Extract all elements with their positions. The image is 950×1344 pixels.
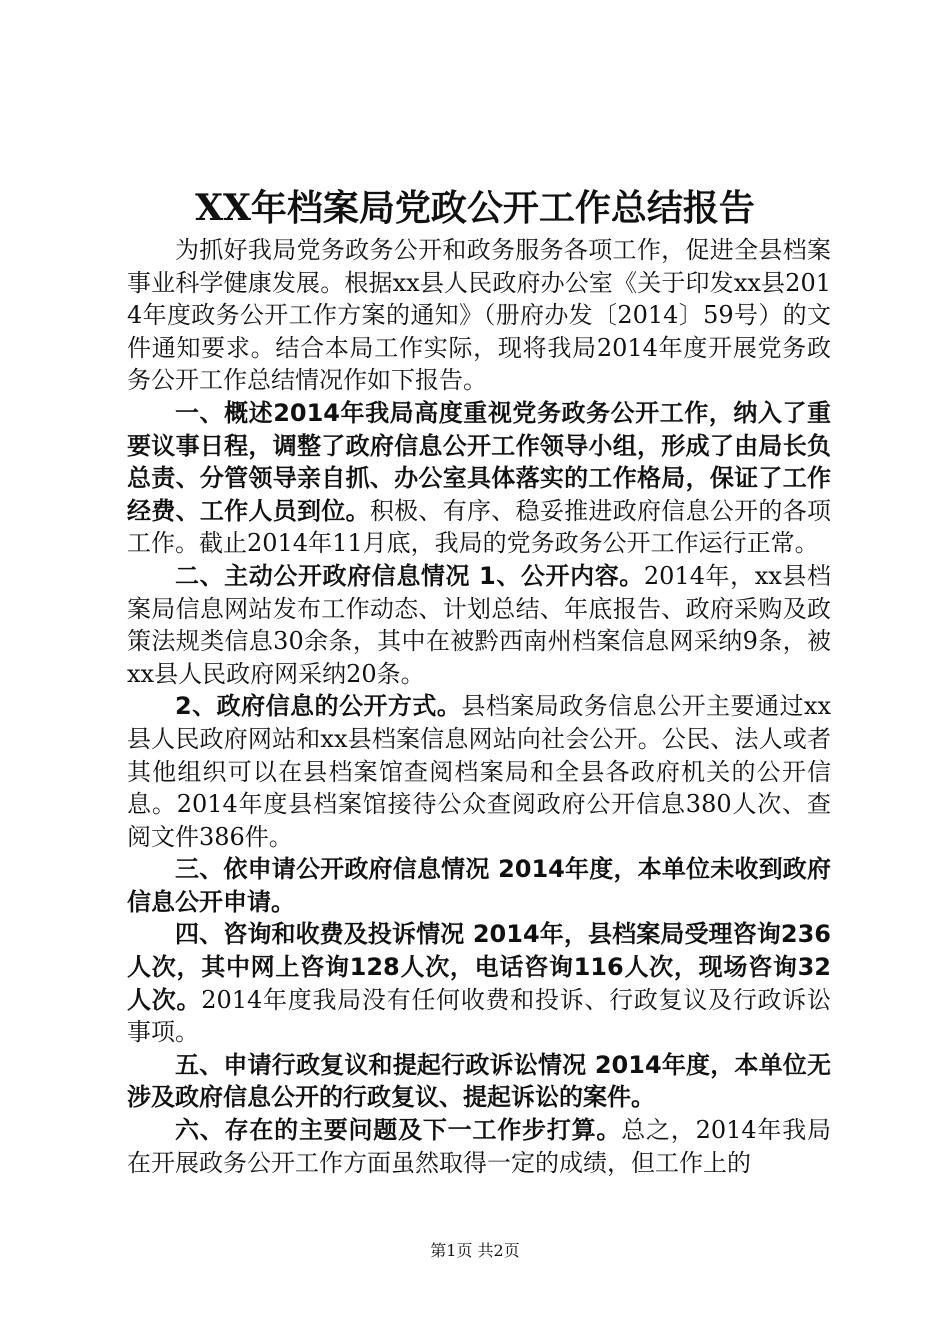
paragraph-text: 总之，2014年我局在开展政务公开工作方面虽然取得一定的成绩，但工作上的 [127, 1116, 832, 1177]
paragraph-section-2 [127, 560, 831, 690]
paragraph-section-3 [127, 853, 831, 918]
paragraph-lead: 五、申请行政复议和提起行政诉讼情况 2014年度，本单位无涉及政府信息公开的行政复议、提起诉讼的案件。 [127, 1050, 831, 1112]
paragraph-section-5 [127, 1049, 831, 1114]
paragraph-section-4 [127, 918, 831, 1048]
paragraph-text: 积极、有序、稳妥推进政府信息公开的各项工作。截止2014年11月底，我局的党务政务公开工作运行正常。 [127, 496, 832, 558]
document-title: XX年档案局党政公开工作总结报告 [195, 187, 755, 229]
paragraph-lead: 六、存在的主要问题及下一工作步打算。 [175, 1116, 622, 1145]
paragraph-intro [127, 234, 831, 397]
paragraph-text: 2014年度我局没有任何收费和投诉、行政复议及行政诉讼事项。 [127, 985, 832, 1047]
paragraph-lead: 三、依申请公开政府信息情况 2014年度，本单位未收到政府信息公开申请。 [127, 855, 831, 916]
paragraph-text: 为抓好我局党务政务公开和政务服务各项工作，促进全县档案事业科学健康发展。根据xx县人民政府办公室《关于印发xx县2014年度政务公开工作方案的通知》（册府办发〔2014〕59号）的文件通知要求。结合本局工作实际，现将我局2014年度开展党务政务公开工作总结情况作如下报告。 [127, 236, 831, 395]
paragraph-text: 县档案局政务信息公开主要通过xx县人民政府网站和xx县档案信息网站向社会公开。公民、法人或者其他组织可以在县档案馆查阅档案局和全县各政府机关的公开信息。2014年度县档案馆接待公众查阅政府公开信息380人次、查阅文件386件。 [127, 692, 831, 851]
paragraph-section-2-2 [127, 690, 831, 853]
paragraph-text: 2014年，xx县档案局信息网站发布工作动态、计划总结、年底报告、政府采购及政策法规类信息30余条，其中在被黔西南州档案信息网采纳9条，被xx县人民政府网采纳20条。 [127, 561, 831, 688]
document-body [127, 234, 831, 1179]
paragraph-lead: 一、概述2014年我局高度重视党务政务公开工作，纳入了重要议事日程，调整了政府信息公开工作领导小组，形成了由局长负总责、分管领导亲自抓、办公室具体落实的工作格局，保证了工作经费、工作人员到位。 [127, 398, 831, 525]
paragraph-lead: 四、咨询和收费及投诉情况 2014年，县档案局受理咨询236人次，其中网上咨询128人次，电话咨询116人次，现场咨询32人次。 [127, 920, 831, 1014]
paragraph-section-6 [127, 1114, 831, 1179]
paragraph-lead: 2、政府信息的公开方式。 [175, 692, 462, 721]
paragraph-lead: 二、主动公开政府信息情况 1、公开内容。 [175, 561, 644, 590]
paragraph-section-1 [127, 397, 831, 560]
page-number-footer: 第1页 共2页 [430, 1241, 520, 1260]
